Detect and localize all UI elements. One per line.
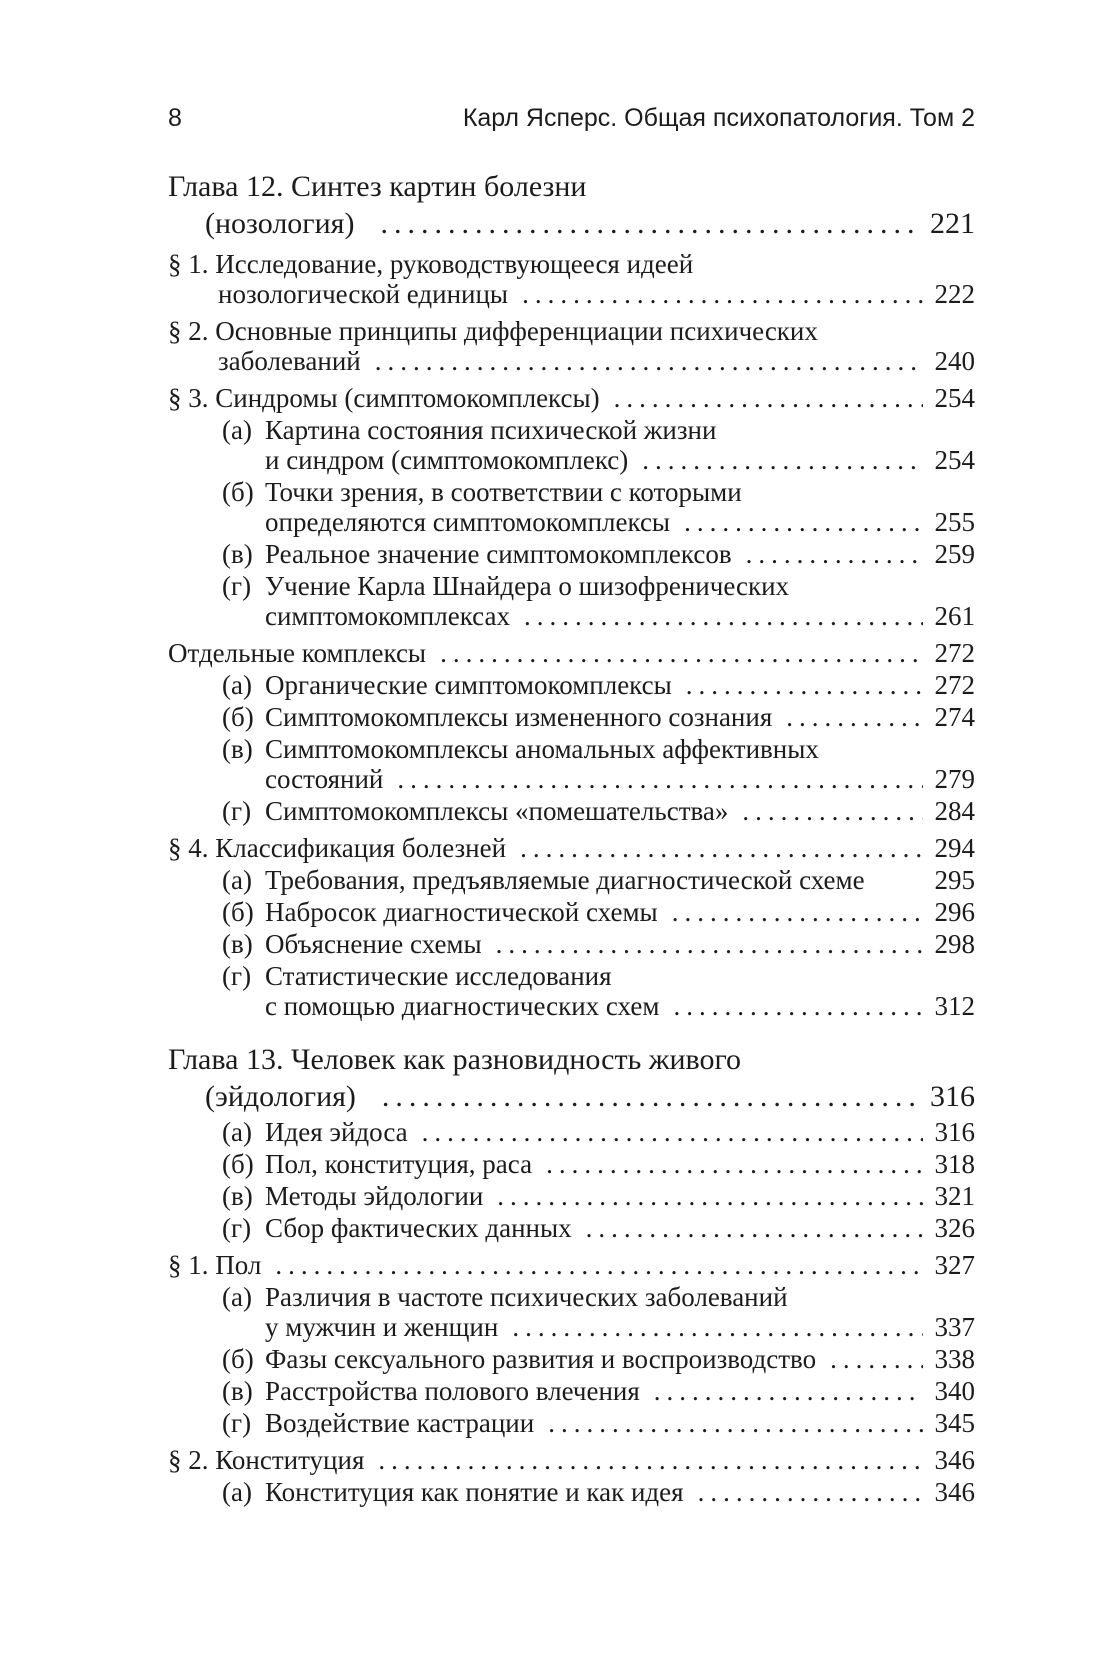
toc-entry-section xyxy=(168,1250,975,1280)
toc-line xyxy=(168,415,975,445)
running-title: Карл Ясперс. Общая психопатология. Том 2 xyxy=(462,104,975,132)
toc-line xyxy=(168,702,975,732)
toc-entry-text: Различия в частоте психических заболеваний xyxy=(265,1282,788,1312)
toc-item-marker: (г) xyxy=(222,1213,252,1243)
dot-leader xyxy=(546,1149,922,1179)
toc-item-marker: (в) xyxy=(222,734,253,764)
toc-entry-text: Воздействие кастрации xyxy=(265,1408,535,1438)
dot-leader xyxy=(642,445,922,475)
toc-entry-text: Органические симптомокомплексы xyxy=(265,670,672,700)
toc-entry-sub xyxy=(168,796,975,826)
toc-page-number: 284 xyxy=(934,796,975,826)
toc-line xyxy=(168,1149,975,1179)
dot-leader xyxy=(672,897,923,927)
toc-entry-text: определяются симптомокомплексы xyxy=(265,507,671,537)
toc-line xyxy=(168,1282,975,1312)
toc-line xyxy=(168,1312,975,1342)
dot-leader xyxy=(378,1445,922,1475)
dot-leader xyxy=(786,702,922,732)
toc-line xyxy=(168,796,975,826)
toc-page-number: 295 xyxy=(934,865,975,895)
toc-item-marker: (а) xyxy=(222,865,252,895)
toc-entry-sub xyxy=(168,1181,975,1211)
toc-page-number: 272 xyxy=(934,638,975,668)
toc-entry-text: Фазы сексуального развития и воспроизводство xyxy=(265,1344,817,1374)
toc-entry-sub xyxy=(168,477,975,537)
toc-item-marker: (в) xyxy=(222,929,253,959)
toc-entry-sub xyxy=(168,734,975,794)
toc-line xyxy=(168,1078,975,1115)
dot-leader xyxy=(684,507,922,537)
toc-entry-text: Идея эйдоса xyxy=(265,1117,408,1147)
toc-entry-sub xyxy=(168,1149,975,1179)
dot-leader xyxy=(496,929,923,959)
toc-entry-text: (эйдология) xyxy=(205,1080,356,1113)
toc-entry-text: симптомокомплексах xyxy=(265,601,510,631)
toc-line xyxy=(168,865,975,895)
toc-entry-text: § 4. Классификация болезней xyxy=(168,833,507,863)
toc-line xyxy=(168,897,975,927)
toc-entry-sub xyxy=(168,929,975,959)
toc-item-marker: (а) xyxy=(222,1477,252,1507)
toc-line xyxy=(168,445,975,475)
toc-entry-text: Картина состояния психической жизни xyxy=(265,415,717,445)
toc-page-number: 274 xyxy=(934,702,975,732)
dot-leader xyxy=(440,638,922,668)
toc-entry-text: Глава 12. Синтез картин болезни xyxy=(168,170,587,203)
dot-leader xyxy=(673,991,922,1021)
dot-leader xyxy=(524,601,923,631)
toc-page-number: 312 xyxy=(934,991,975,1021)
toc-page-number: 346 xyxy=(934,1477,975,1507)
toc-entry-sub xyxy=(168,1282,975,1342)
toc-entry-text: Пол, конституция, раса xyxy=(265,1149,533,1179)
toc-line xyxy=(168,1213,975,1243)
dot-leader xyxy=(512,1312,922,1342)
toc-entry-plain xyxy=(168,638,975,668)
toc-page-number: 345 xyxy=(934,1408,975,1438)
toc-line xyxy=(168,1445,975,1475)
dot-leader xyxy=(614,383,923,413)
toc-line xyxy=(168,1408,975,1438)
toc-entry-text: Симптомокомплексы «помешательства» xyxy=(265,796,729,826)
toc-entry-text: заболеваний xyxy=(218,346,361,376)
toc-line xyxy=(168,316,975,346)
toc-page-number: 338 xyxy=(934,1344,975,1374)
toc-entry-text: § 2. Основные принципы дифференциации психических xyxy=(168,316,818,346)
toc-line xyxy=(168,1376,975,1406)
toc-entry-sub xyxy=(168,1376,975,1406)
toc-page-number: 316 xyxy=(930,1080,975,1113)
toc-item-marker: (б) xyxy=(222,1149,254,1179)
toc-line xyxy=(168,205,975,242)
toc-entry-text: Симптомокомплексы измененного сознания xyxy=(265,702,773,732)
toc-line xyxy=(168,764,975,794)
toc-line xyxy=(168,383,975,413)
toc-item-marker: (б) xyxy=(222,1344,254,1374)
toc-entry-text: нозологической единицы xyxy=(218,279,509,309)
toc-entry-text: Методы эйдологии xyxy=(265,1181,484,1211)
toc-item-marker: (г) xyxy=(222,571,252,601)
toc-line xyxy=(168,991,975,1021)
dot-leader xyxy=(275,1250,922,1280)
dot-leader xyxy=(380,205,918,242)
toc-entry-text: Конституция как понятие и как идея xyxy=(265,1477,684,1507)
toc-page-number: 259 xyxy=(934,539,975,569)
toc-entry-sub xyxy=(168,1344,975,1374)
toc-item-marker: (г) xyxy=(222,1408,252,1438)
dot-leader xyxy=(382,1078,918,1115)
toc-page-number: 254 xyxy=(934,445,975,475)
toc-line xyxy=(168,168,975,205)
toc-page-number: 321 xyxy=(934,1181,975,1211)
toc-entry-sub xyxy=(168,702,975,732)
toc-entry-text: § 3. Синдромы (симптомокомплексы) xyxy=(168,383,600,413)
toc-entry-chapter xyxy=(168,168,975,242)
toc-entry-text: у мужчин и женщин xyxy=(265,1312,499,1342)
toc-entry-text: Реальное значение симптомокомплексов xyxy=(265,539,732,569)
toc-entry-text: Сбор фактических данных xyxy=(265,1213,572,1243)
toc-page-number: 298 xyxy=(934,929,975,959)
toc-page-number: 240 xyxy=(934,346,975,376)
dot-leader xyxy=(686,670,923,700)
toc-entry-text: Требования, предъявляемые диагностической схеме xyxy=(265,865,865,895)
toc-line xyxy=(168,279,975,309)
toc-entry-sub xyxy=(168,1213,975,1243)
toc-line xyxy=(168,833,975,863)
toc-entry-text: § 2. Конституция xyxy=(168,1445,365,1475)
toc-item-marker: (б) xyxy=(222,477,254,507)
toc-entry-text: и синдром (симптомокомплекс) xyxy=(265,445,629,475)
toc-line xyxy=(168,1250,975,1280)
toc-page-number: 296 xyxy=(934,897,975,927)
toc-entry-text: Глава 13. Человек как разновидность живого xyxy=(168,1043,742,1076)
toc-item-marker: (в) xyxy=(222,1376,253,1406)
toc-entry-text: Статистические исследования xyxy=(265,961,612,991)
toc-line xyxy=(168,249,975,279)
toc-line xyxy=(168,1477,975,1507)
toc-line xyxy=(168,571,975,601)
toc-item-marker: (г) xyxy=(222,796,252,826)
toc-line xyxy=(168,734,975,764)
toc-item-marker: (а) xyxy=(222,415,252,445)
dot-leader xyxy=(742,796,922,826)
toc-entry-sub xyxy=(168,415,975,475)
toc-entry-text: § 1. Пол xyxy=(168,1250,262,1280)
dot-leader xyxy=(520,833,922,863)
toc-page-number: 261 xyxy=(934,601,975,631)
toc-page-number: 279 xyxy=(934,764,975,794)
toc-item-marker: (а) xyxy=(222,1282,252,1312)
toc-entry-chapter xyxy=(168,1041,975,1115)
dot-leader xyxy=(522,279,922,309)
toc-item-marker: (а) xyxy=(222,670,252,700)
toc-entry-text: Отдельные комплексы xyxy=(168,638,427,668)
toc-entry-text: состояний xyxy=(265,764,384,794)
toc-line xyxy=(168,1117,975,1147)
toc-entry-sub xyxy=(168,539,975,569)
toc-line xyxy=(168,929,975,959)
toc-line xyxy=(168,1181,975,1211)
toc-page-number: 327 xyxy=(934,1250,975,1280)
toc-entry-sub xyxy=(168,571,975,631)
toc-entry-text: Точки зрения, в соответствии с которыми xyxy=(265,477,742,507)
toc-item-marker: (а) xyxy=(222,1117,252,1147)
toc-line xyxy=(168,507,975,537)
toc-line xyxy=(168,1344,975,1374)
toc-item-marker: (в) xyxy=(222,1181,253,1211)
toc-entry-sub xyxy=(168,1477,975,1507)
toc-page-number: 316 xyxy=(934,1117,975,1147)
dot-leader xyxy=(422,1117,923,1147)
toc-page-number: 294 xyxy=(934,833,975,863)
dot-leader xyxy=(698,1477,923,1507)
dot-leader xyxy=(830,1344,922,1374)
dot-leader xyxy=(746,539,923,569)
toc-entry-section xyxy=(168,249,975,309)
toc-page-number: 272 xyxy=(934,670,975,700)
toc-entry-text: (нозология) xyxy=(205,207,355,240)
toc-page-number: 337 xyxy=(934,1312,975,1342)
toc-line xyxy=(168,539,975,569)
toc-line xyxy=(168,670,975,700)
dot-leader xyxy=(375,346,923,376)
toc-line xyxy=(168,961,975,991)
dot-leader xyxy=(497,1181,922,1211)
toc-entry-text: Учение Карла Шнайдера о шизофренических xyxy=(265,571,790,601)
dot-leader xyxy=(397,764,922,794)
toc-entry-sub xyxy=(168,865,975,895)
toc-line xyxy=(168,638,975,668)
toc-entry-sub xyxy=(168,897,975,927)
toc-entry-section xyxy=(168,316,975,376)
toc-line xyxy=(168,1041,975,1078)
toc-item-marker: (в) xyxy=(222,539,253,569)
toc-entry-sub xyxy=(168,1117,975,1147)
toc-entry-text: с помощью диагностических схем xyxy=(265,991,660,1021)
toc-entry-text: Симптомокомплексы аномальных аффективных xyxy=(265,734,819,764)
toc-item-marker: (б) xyxy=(222,702,254,732)
dot-leader xyxy=(586,1213,923,1243)
toc-page-number: 346 xyxy=(934,1445,975,1475)
toc-line xyxy=(168,477,975,507)
toc-line xyxy=(168,346,975,376)
toc-page-number: 318 xyxy=(934,1149,975,1179)
toc-page-number: 340 xyxy=(934,1376,975,1406)
toc-entry-text: Набросок диагностической схемы xyxy=(265,897,658,927)
dot-leader xyxy=(654,1376,923,1406)
toc-page-number: 222 xyxy=(934,279,975,309)
toc-entry-section xyxy=(168,383,975,413)
toc-page-number: 221 xyxy=(930,207,975,240)
toc-entry-sub xyxy=(168,670,975,700)
toc-item-marker: (б) xyxy=(222,897,254,927)
toc-entry-text: Объяснение схемы xyxy=(265,929,482,959)
toc-entry-sub xyxy=(168,1408,975,1438)
dot-leader xyxy=(548,1408,922,1438)
toc-line xyxy=(168,601,975,631)
toc-entry-section xyxy=(168,1445,975,1475)
toc-page-number: 254 xyxy=(934,383,975,413)
toc-entry-text: Расстройства полового влечения xyxy=(265,1376,640,1406)
page-header xyxy=(168,103,975,133)
toc-entry-sub xyxy=(168,961,975,1021)
toc-item-marker: (г) xyxy=(222,961,252,991)
page-number: 8 xyxy=(168,104,182,132)
toc-page-number: 255 xyxy=(934,507,975,537)
toc-page-number: 326 xyxy=(934,1213,975,1243)
toc-list xyxy=(168,168,975,1507)
toc-entry-text: § 1. Исследование, руководствующееся идеей xyxy=(168,249,694,279)
toc-entry-section xyxy=(168,833,975,863)
